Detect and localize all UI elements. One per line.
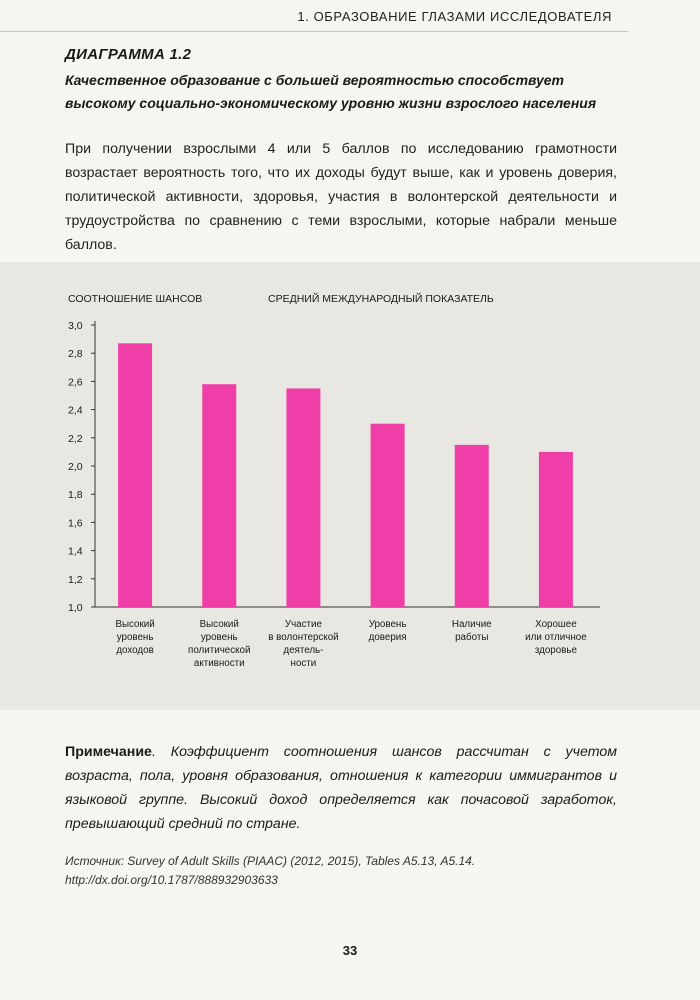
x-tick-label-line: Уровень [368,619,407,630]
x-tick-label-line: здоровье [534,645,577,656]
x-tick-label [452,619,492,643]
y-tick-label: 3,0 [68,320,83,332]
x-tick-label-line: работы [455,632,489,643]
y-tick-label: 2,0 [68,461,83,473]
y-tick-label: 2,4 [68,404,83,417]
note-text: . Коэффициент соотношения шансов рассчитан с учетом возраста, пола, уровня образования, отношения к категории иммигрантов и языковой группе. Высокий доход определяется как почасовой заработок, превышающий средний по стране. [65,744,617,832]
y-tick-label: 2,2 [68,432,83,445]
y-tick-label: 1,8 [68,489,83,502]
source-citation [65,852,625,890]
y-tick-label: 1,4 [68,545,83,558]
y-axis-title: СООТНОШЕНИЕ ШАНСОВ [68,293,203,305]
x-tick-label [525,619,587,656]
x-tick-label-line: Наличие [451,619,492,630]
bar [202,384,236,607]
bar-chart [0,262,700,710]
header-rule [0,31,628,32]
bar [118,343,152,607]
y-tick-label: 1,6 [68,517,83,530]
x-tick-label-line: в волонтерской [268,632,339,643]
chart-note [65,740,617,836]
note-label: Примечание [65,744,152,760]
y-tick-label: 1,0 [68,602,83,614]
x-tick-label-line: Хорошее [535,619,577,630]
intro-paragraph: При получении взрослыми 4 или 5 баллов по исследованию грамотности возрастает вероятность того, что их доходы будут выше, как и уровень доверия, политической активности, здоровья, участия в волонтерской деятельности и трудоустройства по сравнению с теми взрослыми, которые набрали меньше баллов. [65,141,617,253]
x-tick-label-line: доходов [116,645,154,656]
bar [539,452,573,607]
x-tick-label [268,619,338,669]
x-tick-label-line: доверия [368,632,407,643]
figure-title: Качественное образование с большей вероятностью способствует высокому социально-экономическому уровню жизни взрослого населения [65,72,597,111]
y-tick-label: 2,8 [68,348,83,361]
chart-legend-label: СРЕДНИЙ МЕЖДУНАРОДНЫЙ ПОКАЗАТЕЛЬ [268,293,494,305]
bar [371,424,405,607]
x-tick-label-line: или отличное [525,632,587,643]
bar [286,388,320,607]
x-tick-label-line: активности [193,658,245,669]
x-tick-label-line: уровень [200,632,238,643]
x-tick-label [188,619,250,669]
x-tick-label-line: деятель- [283,645,324,656]
x-tick-label-line: уровень [116,632,154,643]
x-tick-label [115,619,154,656]
figure-label: ДИАГРАММА 1.2 [65,46,192,63]
page-number: 33 [342,943,358,958]
x-tick-label-line: политической [188,645,251,656]
x-tick-label [369,619,407,643]
x-tick-label-line: Высокий [115,619,155,630]
x-tick-label-line: Участие [284,619,322,630]
bar [455,445,489,607]
y-tick-label: 2,6 [68,376,83,389]
running-head: 1. ОБРАЗОВАНИЕ ГЛАЗАМИ ИССЛЕДОВАТЕЛЯ [297,9,612,24]
x-tick-label-line: Высокий [199,619,239,630]
x-tick-label-line: ности [290,658,317,669]
chart-panel [0,262,700,710]
source-line: Источник: Survey of Adult Skills (PIAAC) (2012, 2015), Tables A5.13, A5.14. [65,854,476,868]
source-url: http://dx.doi.org/10.1787/888932903633 [65,873,278,887]
y-tick-label: 1,2 [68,573,83,586]
